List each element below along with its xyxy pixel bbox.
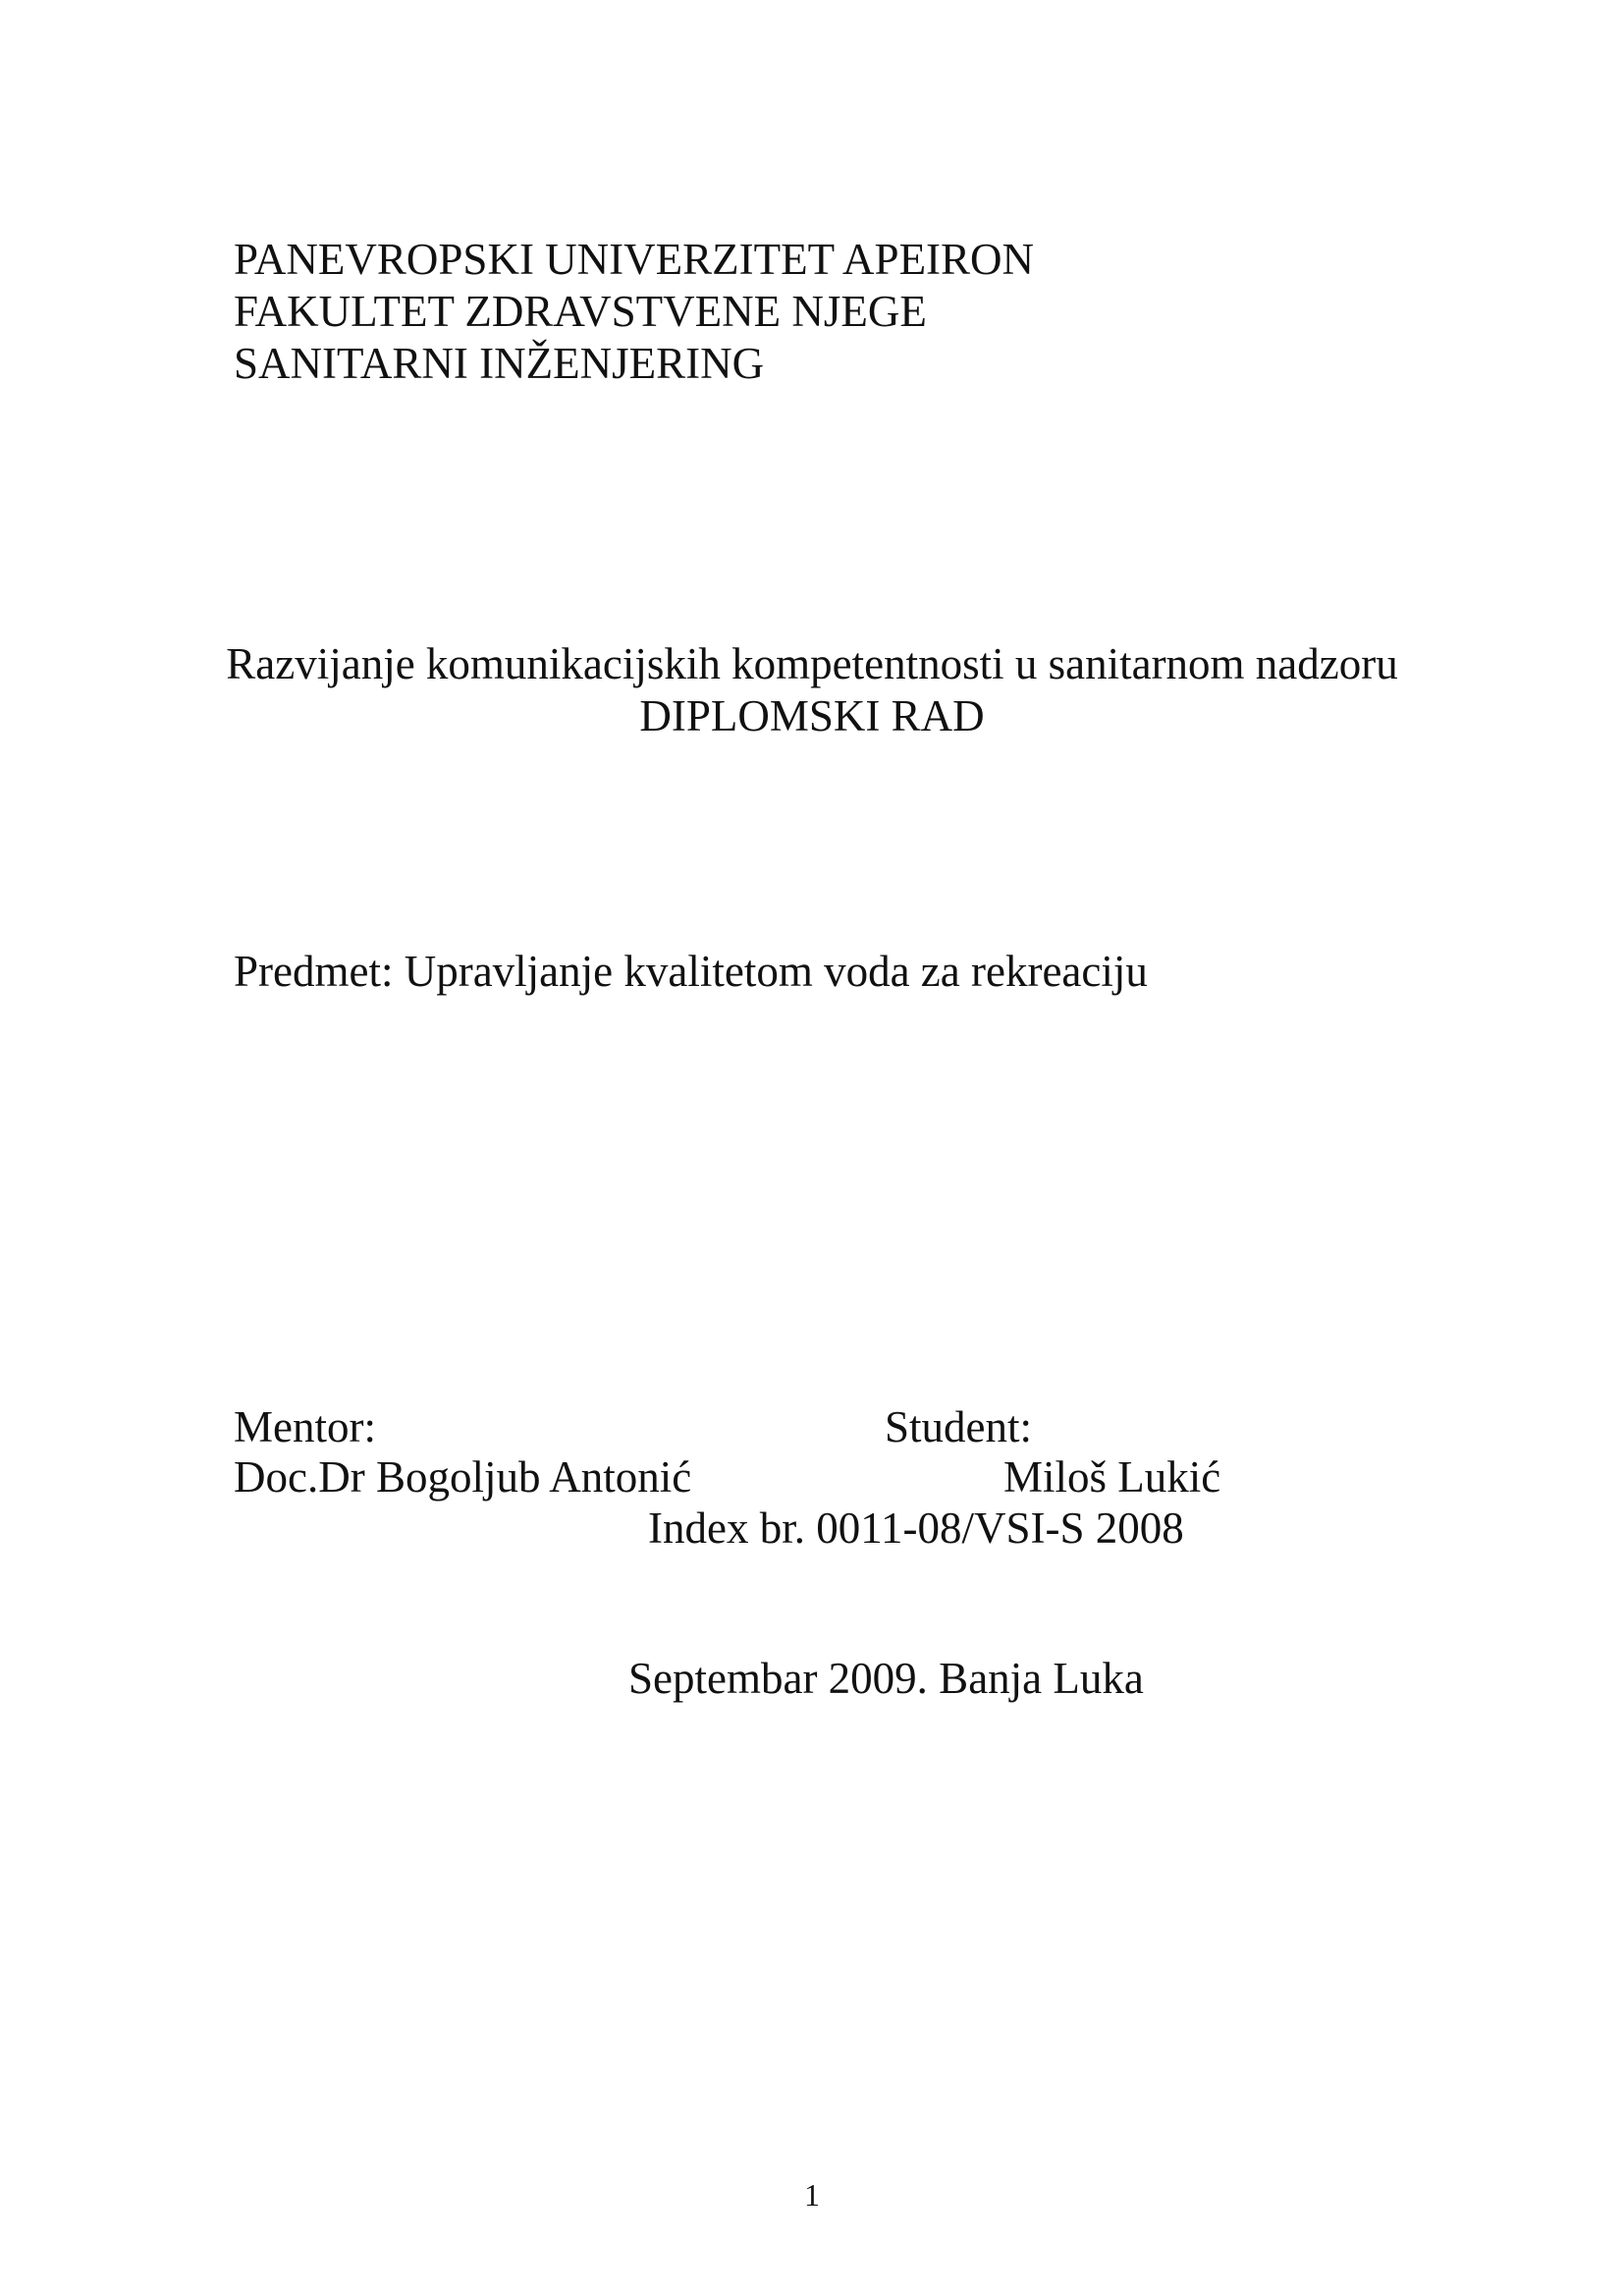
subject-line: Predmet: Upravljanje kvalitetom voda za rekreaciju: [234, 947, 1148, 996]
thesis-type: DIPLOMSKI RAD: [639, 691, 985, 740]
university-name: PANEVROPSKI UNIVERZITET APEIRON: [234, 235, 1035, 284]
student-name: Miloš Lukić: [1003, 1452, 1221, 1502]
index-number: Index br. 0011-08/VSI-S 2008: [648, 1503, 1184, 1553]
date-place: Septembar 2009. Banja Luka: [628, 1654, 1144, 1703]
student-label: Student:: [885, 1402, 1033, 1451]
page-number: 1: [804, 2177, 820, 2213]
program-name: SANITARNI INŽENJERING: [234, 339, 765, 388]
mentor-name: Doc.Dr Bogoljub Antonić: [234, 1452, 692, 1502]
thesis-title: Razvijanje komunikacijskih kompetentnosti u sanitarnom nadzoru: [226, 639, 1398, 688]
faculty-name: FAKULTET ZDRAVSTVENE NJEGE: [234, 287, 927, 336]
mentor-label: Mentor:: [234, 1402, 376, 1451]
